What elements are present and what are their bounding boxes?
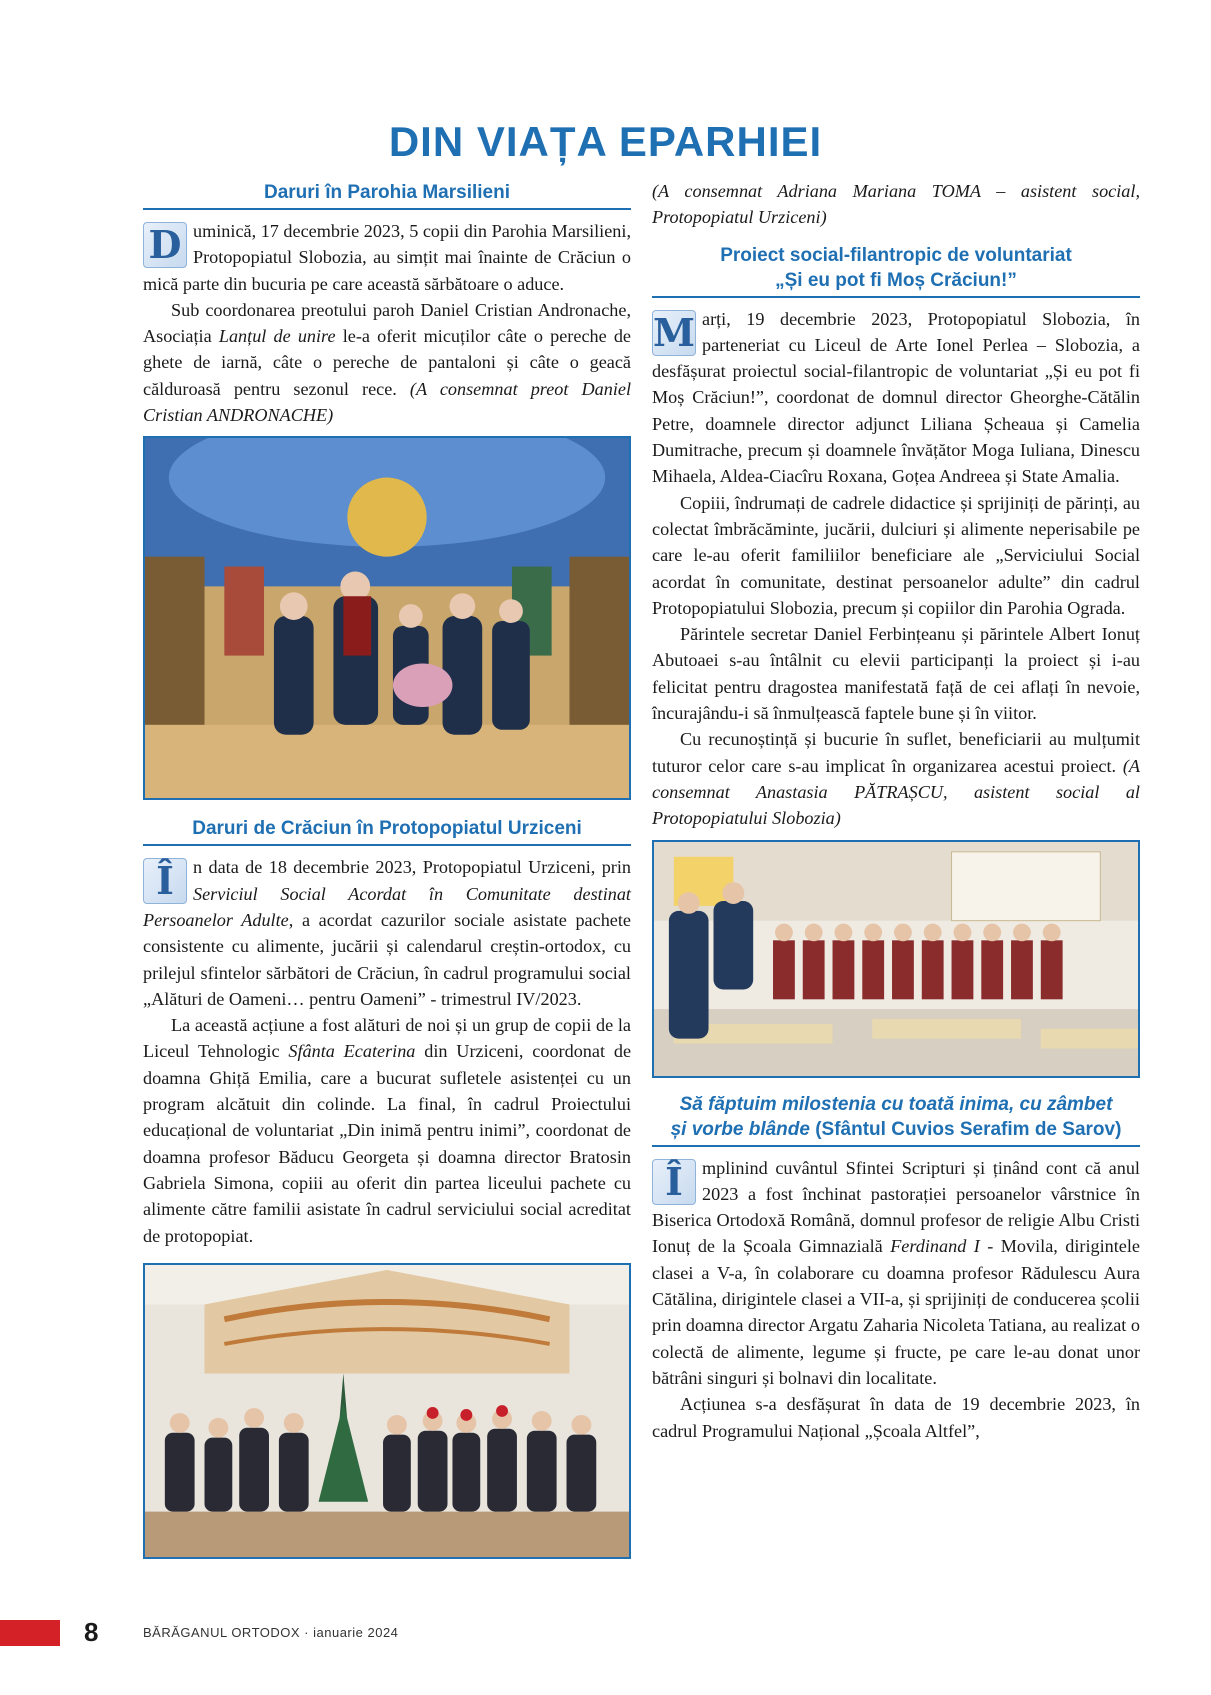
page-title: DIN VIAȚA EPARHIEI xyxy=(388,118,823,165)
dropcap-letter: Î xyxy=(652,1159,696,1205)
footer-red-bar xyxy=(0,1620,60,1646)
emphasis-text: Serviciul Social Acordat în Comunitate destinat Persoanelor Adulte xyxy=(143,883,631,930)
page-number: 8 xyxy=(84,1617,99,1647)
article-paragraph xyxy=(143,854,631,1012)
paragraph-text: , a acordat cazurilor sociale asistate pachete consistente cu alimente, jucării și calendarul creștin-ortodox, cu prilejul sfintelor sărbători de Crăciun, în cadrul programului social „Alături de Oameni… pentru Oameni” - trimestrul IV/2023. xyxy=(143,909,631,1009)
article-heading-mos-craciun xyxy=(652,243,1140,298)
paragraph-text: le-a oferit micuților câte o pereche de ghete de iarnă, câte o pereche de pantaloni și câte o geacă călduroasă pentru sezonul rece. xyxy=(143,326,631,399)
article-heading-urziceni: Daruri de Crăciun în Protopopiatul Urziceni xyxy=(143,816,631,846)
heading-attribution: (Sfântul Cuvios Serafim de Sarov) xyxy=(809,1118,1122,1140)
paragraph-text: - Movila, dirigintele clasei a V-a, în colaborare cu doamna profesor Rădulescu Aura Cătălina, dirigintele clasei a VII-a, și sprijiniți de conducerea școlii prin doamna director Argatu Zaharia Nicoleta Tatiana, au realizat o colectă de alimente, legume și fructe, pe care le-au donat unor bătrâni singuri și bolnavi din localitate. xyxy=(652,1236,1140,1388)
article-paragraph: Copiii, îndrumați de cadrele didactice și sprijiniți de părinți, au colectat îmbrăcăminte, jucării, dulciuri și alimente neperisabile pe care le-au oferit familiilor beneficiare ale „Serviciului Social acordat în comunitate, destinat persoanelor adulte” din cadrul Protopopiatului Slobozia, precum și copiilor din Parohia Ograda. xyxy=(652,492,1140,618)
emphasis-text: Sfânta Ecaterina xyxy=(288,1041,416,1062)
article-paragraph: Acțiunea s-a desfășurat în data de 19 decembrie 2023, în cadrul Programului Național „Școala Altfel”, xyxy=(652,1394,1140,1441)
photo-classroom-illustration xyxy=(654,842,1138,1076)
paragraph-text: n data de 18 decembrie 2023, Protopopiatul Urziceni, prin xyxy=(193,857,631,878)
right-column xyxy=(652,178,1140,1444)
author-credit: (A consemnat Adriana Mariana TOMA – asistent social, Protopopiatul Urziceni) xyxy=(652,181,1140,228)
article-paragraph xyxy=(652,306,1140,490)
photo-church-children xyxy=(143,436,631,800)
article-continuation xyxy=(652,178,1140,231)
article-heading-marsilieni: Daruri în Parohia Marsilieni xyxy=(143,180,631,210)
paragraph-text: Cu recunoștință și bucurie în suflet, beneficiarii au mulțumit tuturor celor care s-au implicat în organizarea acestui proiect. xyxy=(652,729,1140,776)
article-paragraph: Părintele secretar Daniel Ferbințeanu și părintele Albert Ionuț Abutoaei s-au întâlnit cu elevii participanți la proiect și i-au felicitat pentru dragostea manifestată față de cei aflați în nevoie, încurajându-i să înmulțească faptele bune și în viitor. xyxy=(652,624,1140,724)
photo-classroom xyxy=(652,840,1140,1078)
author-credit: (A consemnat Anastasia PĂTRAȘCU, asistent social al Protopopiatului Slobozia) xyxy=(652,755,1141,829)
heading-line: „Și eu pot fi Moș Crăciun!” xyxy=(775,269,1017,291)
photo-church-illustration xyxy=(145,438,629,798)
emphasis-text: Lanțul de unire xyxy=(218,326,336,347)
heading-line: și vorbe blânde xyxy=(670,1118,810,1140)
heading-line: Proiect social-filantropic de voluntariat xyxy=(720,244,1072,266)
publication-name: BĂRĂGANUL ORTODOX · ianuarie 2024 xyxy=(143,1625,399,1640)
article-heading-milostenie xyxy=(652,1092,1140,1147)
article-paragraph xyxy=(143,297,631,428)
left-column xyxy=(143,180,631,1559)
paragraph-text: uminică, 17 decembrie 2023, 5 copii din Parohia Marsilieni, Protopopiatul Slobozia, au simțit mai înainte de Crăciun o mică parte din bucuria pe care această sărbătoare o aduce. xyxy=(143,221,631,294)
photo-group-illustration xyxy=(145,1265,629,1557)
photo-group-christmas-tree xyxy=(143,1263,631,1559)
article-paragraph xyxy=(143,1012,631,1249)
article-paragraph xyxy=(652,726,1140,831)
dropcap-letter: M xyxy=(652,309,696,355)
emphasis-text: Ferdinand I xyxy=(890,1236,980,1257)
heading-line: Să făptuim milostenia cu toată inima, cu zâmbet xyxy=(679,1093,1113,1115)
paragraph-text: din Urziceni, coordonat de doamna Ghiță Emilia, care a bucurat sufletele asistenței cu un program alcătuit din colinde. La final, în cadrul Proiectului educațional de voluntariat „Din inimă pentru inimi”, coordonat de doamna profesor Băducu Georgeta și doamna director Bratosin Gabriela Simona, copiii au oferit din partea liceului pachete cu alimente către familii asistate în cadrul serviciului social acreditat de protopopiat. xyxy=(143,1041,632,1246)
article-paragraph xyxy=(143,218,631,297)
paragraph-text: La această acțiune a fost alături de noi și un grup de copii de la Liceul Tehnologic xyxy=(143,1015,631,1062)
dropcap-letter: D xyxy=(143,222,187,268)
paragraph-text: mplinind cuvântul Sfintei Scripturi și ținând cont că anul 2023 a fost închinat pastorației persoanelor vârstnice în Biserica Ortodoxă Română, domnul profesor de religie Albu Cristi Ionuț de la Școala Gimnazială xyxy=(652,1157,1140,1257)
dropcap-letter: Î xyxy=(143,858,187,904)
author-credit: (A consemnat preot Daniel Cristian ANDRONACHE) xyxy=(143,378,631,426)
paragraph-text: Sub coordonarea preotului paroh Daniel Cristian Andronache, Asociația xyxy=(143,299,631,347)
article-paragraph xyxy=(652,1155,1140,1392)
paragraph-text: arți, 19 decembrie 2023, Protopopiatul Slobozia, în parteneriat cu Liceul de Arte Ionel Perlea – Slobozia, a desfășurat proiectul social-filantropic de voluntariat „Și eu pot fi Moș Crăciun!”, coordonat de domnul director Gheorghe-Cătălin Petre, doamnele director adjunct Liliana Șcheaua și Camelia Dumitrache, precum și doamnele învățător Moga Iuliana, Dinescu Mihaela, Aldea-Ciacîru Roxana, Goțea Andreea și State Amalia. xyxy=(652,308,1140,487)
